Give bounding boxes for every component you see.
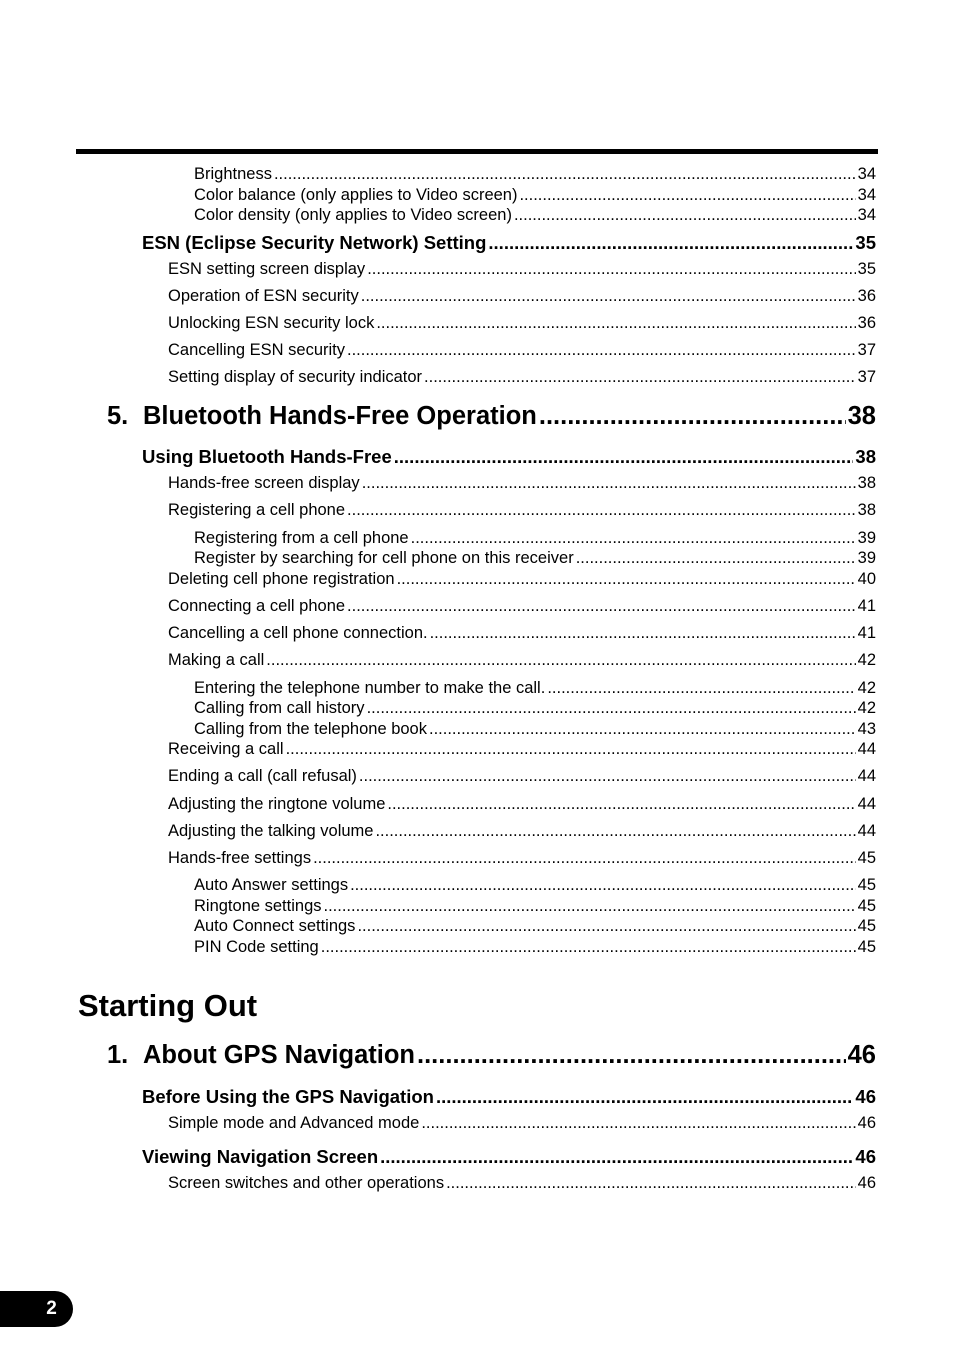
toc-entry-page: 38 <box>857 474 876 492</box>
toc-chapter-number: 1. <box>107 1041 129 1069</box>
toc-leader-dots <box>367 699 856 718</box>
toc-entry-esn-cancel[interactable] <box>168 341 876 360</box>
toc-entry-page: 43 <box>857 720 876 738</box>
toc-entry-page: 42 <box>857 699 876 717</box>
toc-chapter-gps[interactable] <box>107 1041 876 1070</box>
toc-entry-title: Auto Answer settings <box>194 876 349 894</box>
toc-entry-page: 46 <box>855 1086 876 1107</box>
toc-leader-dots <box>436 1086 853 1108</box>
toc-entry-page: 34 <box>857 206 876 224</box>
toc-leader-dots <box>514 206 856 225</box>
toc-leader-dots <box>446 1174 856 1193</box>
toc-entry-title: Color balance (only applies to Video screen) <box>194 186 518 204</box>
toc-leader-dots <box>429 720 856 739</box>
toc-entry-using-bluetooth[interactable] <box>142 446 876 468</box>
toc-entry-page: 46 <box>857 1174 876 1192</box>
toc-entry-title: Color density (only applies to Video screen) <box>194 206 512 224</box>
toc-entry-title: Adjusting the ringtone volume <box>168 795 386 813</box>
toc-entry-title: Screen switches and other operations <box>168 1174 445 1192</box>
toc-entry-title: Register by searching for cell phone on this receiver <box>194 549 574 567</box>
toc-entry-page: 42 <box>857 679 876 697</box>
toc-entry-connecting[interactable] <box>168 597 876 616</box>
toc-entry-brightness[interactable] <box>194 165 876 184</box>
toc-leader-dots <box>347 597 856 616</box>
toc-chapter-title: Bluetooth Hands-Free Operation <box>143 402 537 430</box>
toc-leader-dots <box>488 232 853 254</box>
toc-entry-cancel-connection[interactable] <box>168 624 876 643</box>
toc-entry-call-history[interactable] <box>194 699 876 718</box>
toc-leader-dots <box>362 474 856 493</box>
toc-entry-page: 44 <box>857 740 876 758</box>
toc-entry-esn-operation[interactable] <box>168 287 876 306</box>
toc-entry-title: Setting display of security indicator <box>168 368 423 386</box>
toc-chapter-bluetooth[interactable] <box>107 402 876 431</box>
toc-entry-title: Before Using the GPS Navigation <box>142 1086 434 1107</box>
toc-entry-page: 36 <box>857 287 876 305</box>
toc-entry-page: 35 <box>857 260 876 278</box>
toc-entry-enter-number[interactable] <box>194 679 876 698</box>
toc-entry-page: 38 <box>847 402 876 430</box>
toc-leader-dots <box>347 501 856 520</box>
toc-leader-dots <box>347 341 856 360</box>
toc-leader-dots <box>266 651 855 670</box>
toc-entry-ringtone-settings[interactable] <box>194 897 876 916</box>
toc-entry-viewing-screen[interactable] <box>142 1146 876 1168</box>
toc-entry-title: Receiving a call <box>168 740 284 758</box>
toc-entry-title: Using Bluetooth Hands-Free <box>142 446 392 467</box>
toc-chapter-title: About GPS Navigation <box>143 1041 416 1069</box>
toc-entry-page: 45 <box>857 897 876 915</box>
toc-entry-page: 35 <box>855 232 876 253</box>
toc-entry-receiving[interactable] <box>168 740 876 759</box>
toc-leader-dots <box>430 624 856 643</box>
toc-entry-title: Adjusting the talking volume <box>168 822 374 840</box>
toc-entry-page: 34 <box>857 186 876 204</box>
toc-entry-page: 42 <box>857 651 876 669</box>
toc-entry-auto-answer[interactable] <box>194 876 876 895</box>
toc-entry-page: 39 <box>857 549 876 567</box>
toc-entry-page: 38 <box>855 446 876 467</box>
toc-entry-page: 44 <box>857 822 876 840</box>
toc-leader-dots <box>424 368 856 387</box>
toc-chapter-number: 5. <box>107 402 129 430</box>
toc-entry-hf-screen[interactable] <box>168 474 876 493</box>
toc-leader-dots <box>397 570 856 589</box>
toc-entry-esn-indicator[interactable] <box>168 368 876 387</box>
toc-entry-page: 45 <box>857 876 876 894</box>
toc-entry-title: Operation of ESN security <box>168 287 359 305</box>
toc-leader-dots <box>547 679 855 698</box>
toc-entry-title: ESN (Eclipse Security Network) Setting <box>142 232 487 253</box>
toc-leader-dots <box>350 876 856 895</box>
toc-leader-dots <box>359 767 856 786</box>
section-title-starting-out: Starting Out <box>78 988 258 1023</box>
toc-entry-hf-settings[interactable] <box>168 849 876 868</box>
toc-entry-title: Cancelling a cell phone connection. <box>168 624 428 642</box>
toc-entry-page: 37 <box>857 368 876 386</box>
toc-leader-dots <box>411 529 856 548</box>
toc-leader-dots <box>539 402 846 431</box>
toc-leader-dots <box>286 740 856 759</box>
toc-entry-title: Making a call <box>168 651 265 669</box>
toc-entry-page: 44 <box>857 767 876 785</box>
toc-entry-simple-mode[interactable] <box>168 1114 876 1133</box>
page-number: 2 <box>46 1298 57 1319</box>
toc-entry-color-balance[interactable] <box>194 186 876 205</box>
toc-entry-page: 34 <box>857 165 876 183</box>
toc-entry-auto-connect[interactable] <box>194 917 876 936</box>
toc-entry-title: Entering the telephone number to make the call. <box>194 679 546 697</box>
toc-entry-ringtone-volume[interactable] <box>168 795 876 814</box>
toc-leader-dots <box>380 1146 853 1168</box>
toc-entry-title: Simple mode and Advanced mode <box>168 1114 420 1132</box>
toc-entry-title: Calling from call history <box>194 699 365 717</box>
toc-entry-page: 41 <box>857 624 876 642</box>
toc-leader-dots <box>367 260 855 279</box>
toc-entry-title: Ending a call (call refusal) <box>168 767 357 785</box>
toc-entry-page: 38 <box>857 501 876 519</box>
toc-entry-page: 46 <box>847 1041 876 1069</box>
toc-entry-page: 41 <box>857 597 876 615</box>
toc-entry-color-density[interactable] <box>194 206 876 225</box>
toc-leader-dots <box>576 549 856 568</box>
toc-entry-ending[interactable] <box>168 767 876 786</box>
toc-entry-before-using[interactable] <box>142 1086 876 1108</box>
toc-entry-title: Deleting cell phone registration <box>168 570 395 588</box>
toc-entry-page: 46 <box>857 1114 876 1132</box>
toc-entry-registering[interactable] <box>168 501 876 520</box>
toc-entry-page: 46 <box>855 1146 876 1167</box>
toc-entry-title: Calling from the telephone book <box>194 720 427 738</box>
toc-leader-dots <box>394 446 854 468</box>
toc-entry-pin-code[interactable] <box>194 938 876 957</box>
toc-entry-reg-search[interactable] <box>194 549 876 568</box>
toc-entry-title: Registering a cell phone <box>168 501 346 519</box>
toc-leader-dots <box>417 1041 846 1070</box>
toc-entry-deleting[interactable] <box>168 570 876 589</box>
toc-leader-dots <box>274 165 856 184</box>
toc-entry-reg-from-phone[interactable] <box>194 529 876 548</box>
toc-leader-dots <box>357 917 855 936</box>
toc-leader-dots <box>375 822 855 841</box>
toc-entry-title: Ringtone settings <box>194 897 322 915</box>
toc-entry-title: PIN Code setting <box>194 938 319 956</box>
header-rule <box>76 149 878 154</box>
toc-entry-page: 45 <box>857 849 876 867</box>
page-number-tab <box>0 1291 73 1327</box>
toc-entry-screen-switches[interactable] <box>168 1174 876 1193</box>
toc-leader-dots <box>321 938 856 957</box>
toc-entry-esn-unlock[interactable] <box>168 314 876 333</box>
toc-entry-esn-setting[interactable] <box>142 232 876 254</box>
toc-leader-dots <box>519 186 855 205</box>
toc-leader-dots <box>421 1114 855 1133</box>
toc-entry-title: Unlocking ESN security lock <box>168 314 375 332</box>
toc-entry-page: 37 <box>857 341 876 359</box>
toc-entry-title: ESN setting screen display <box>168 260 366 278</box>
toc-entry-title: Hands-free settings <box>168 849 312 867</box>
toc-entry-esn-screen[interactable] <box>168 260 876 279</box>
toc-leader-dots <box>313 849 856 868</box>
toc-entry-page: 36 <box>857 314 876 332</box>
toc-entry-making-call[interactable] <box>168 651 876 670</box>
toc-entry-title: Auto Connect settings <box>194 917 356 935</box>
toc-leader-dots <box>324 897 856 916</box>
toc-entry-title: Brightness <box>194 165 272 183</box>
toc-entry-talking-volume[interactable] <box>168 822 876 841</box>
toc-entry-title: Connecting a cell phone <box>168 597 346 615</box>
toc-entry-page: 45 <box>857 938 876 956</box>
toc-entry-title: Viewing Navigation Screen <box>142 1146 379 1167</box>
toc-entry-page: 45 <box>857 917 876 935</box>
toc-leader-dots <box>387 795 855 814</box>
toc-leader-dots <box>376 314 855 333</box>
toc-entry-page: 39 <box>857 529 876 547</box>
toc-entry-title: Registering from a cell phone <box>194 529 409 547</box>
toc-entry-call-book[interactable] <box>194 720 876 739</box>
toc-entry-title: Hands-free screen display <box>168 474 360 492</box>
toc-leader-dots <box>361 287 856 306</box>
toc-entry-page: 44 <box>857 795 876 813</box>
toc-entry-title: Cancelling ESN security <box>168 341 345 359</box>
toc-entry-page: 40 <box>857 570 876 588</box>
